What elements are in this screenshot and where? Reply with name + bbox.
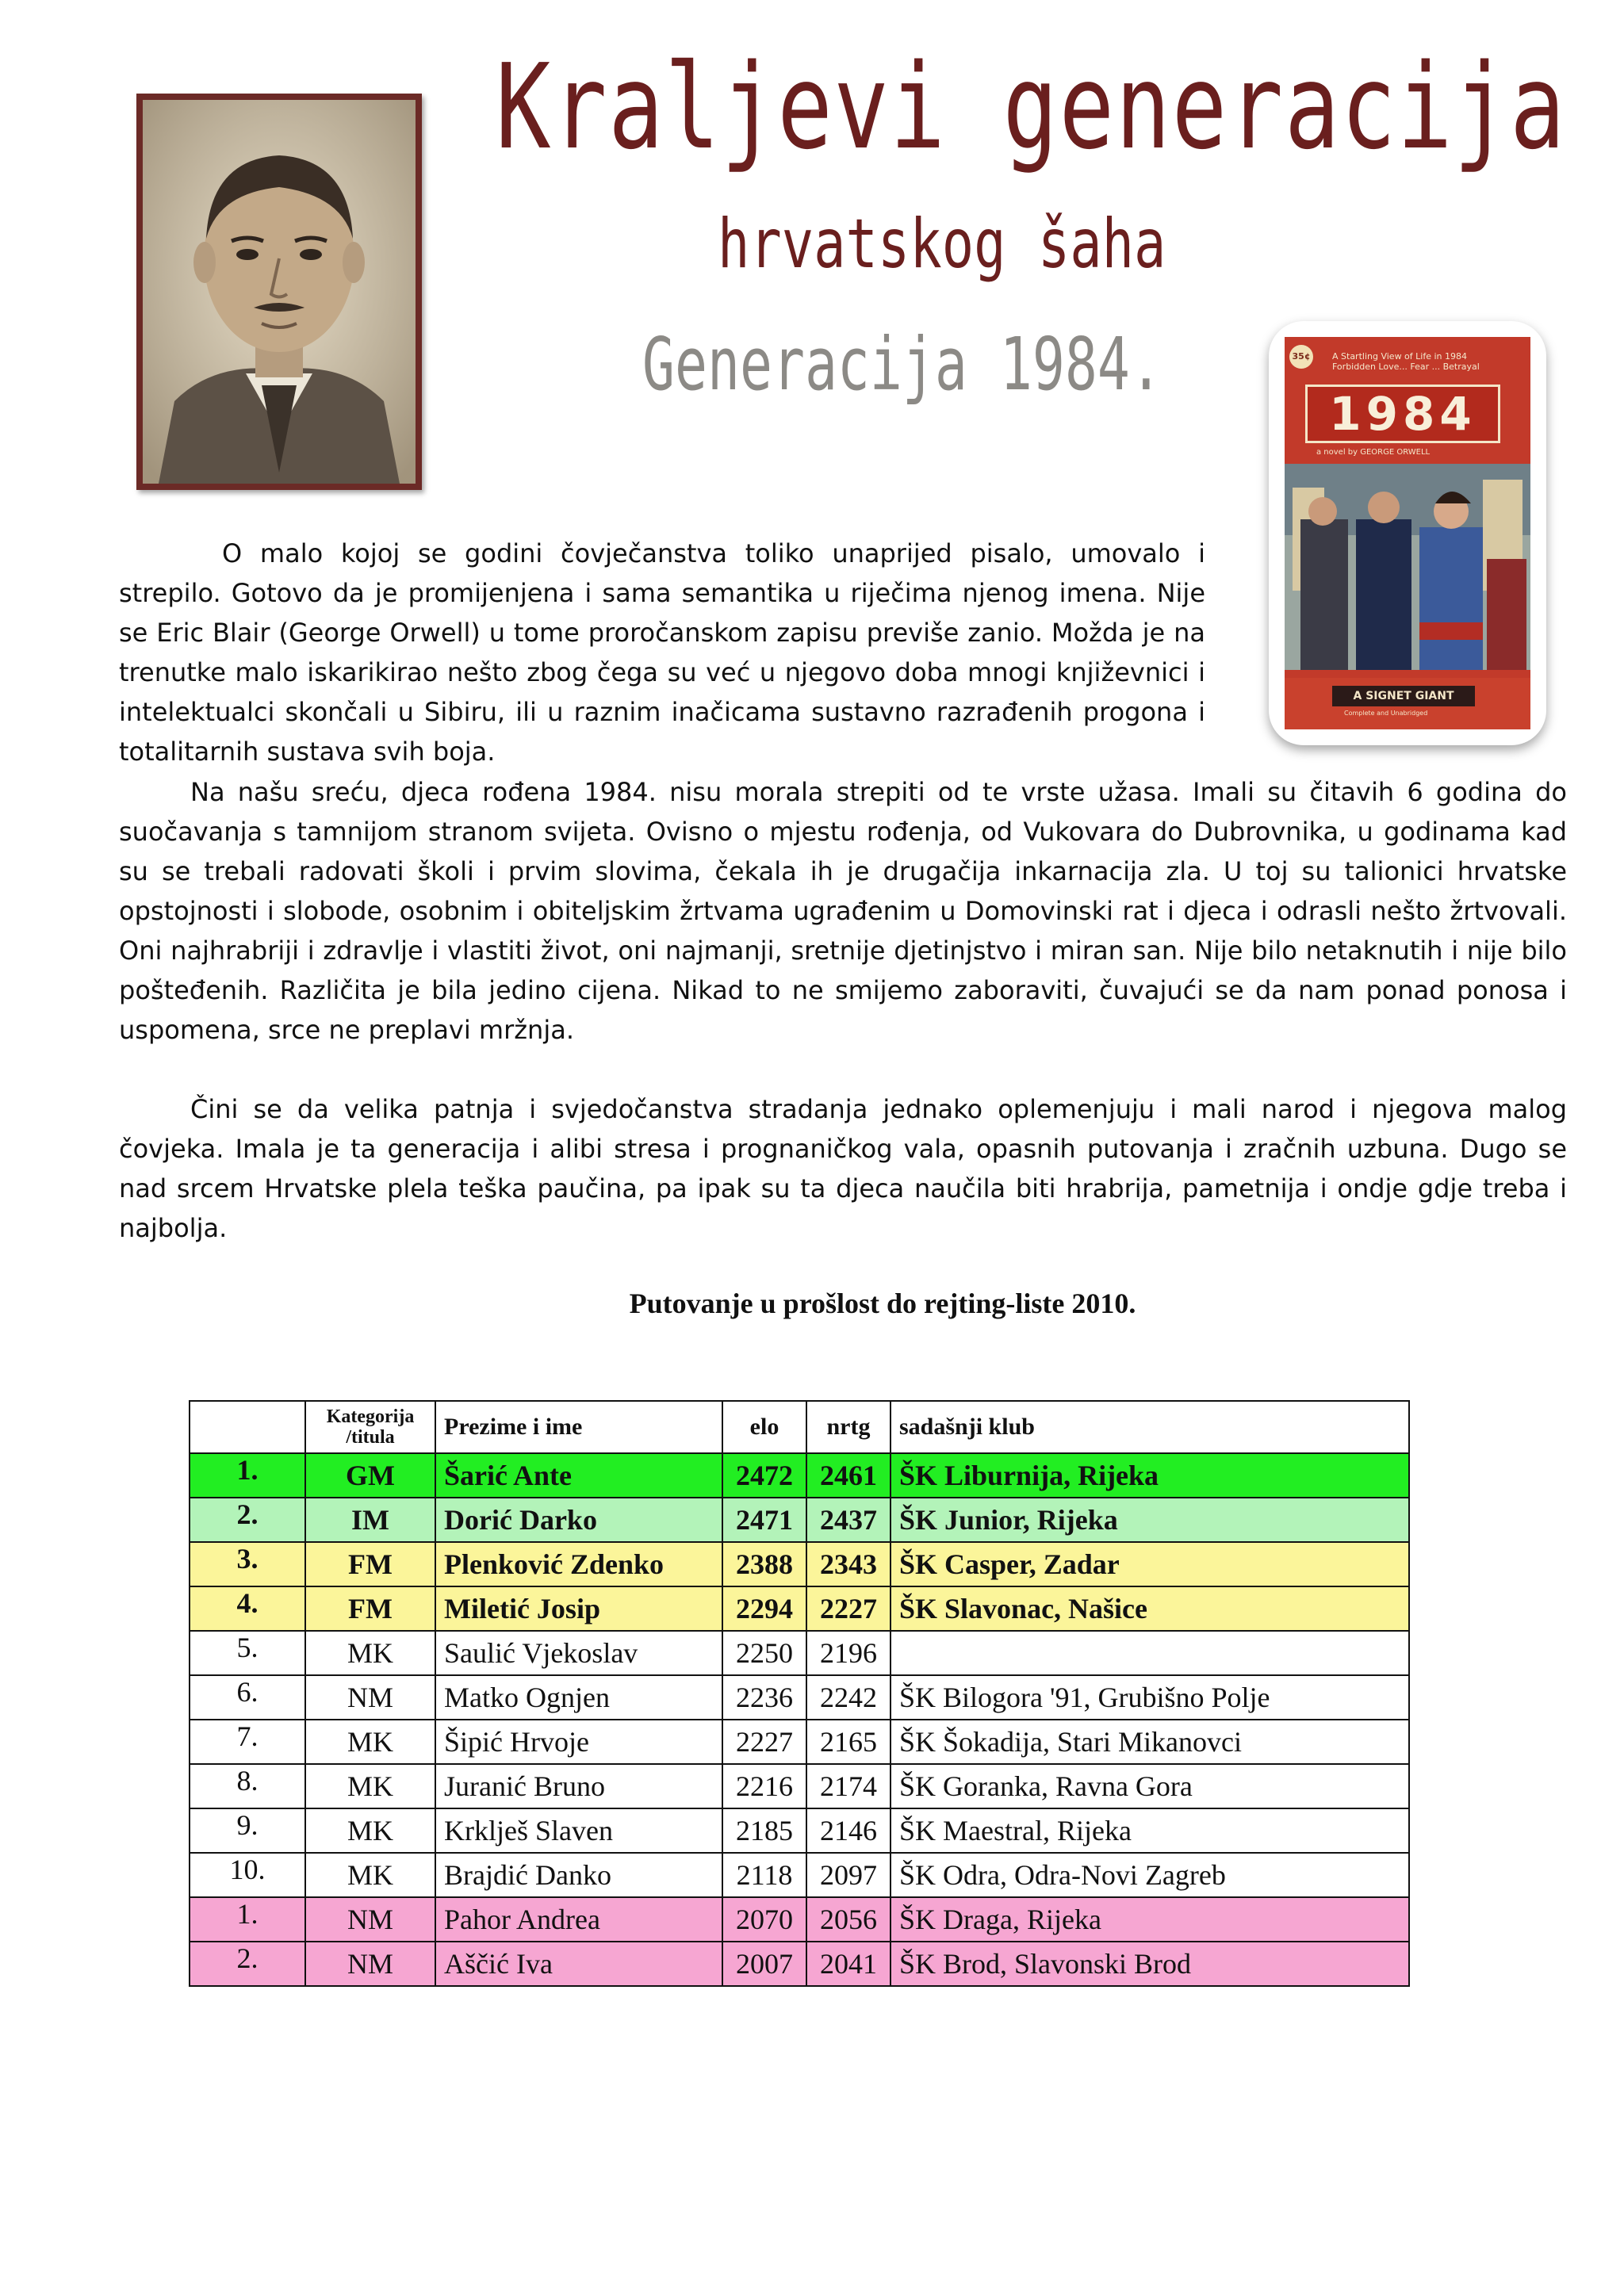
row-title: MK (305, 1853, 435, 1897)
row-elo: 2472 (722, 1453, 806, 1498)
row-title: NM (305, 1897, 435, 1942)
row-club (891, 1631, 1409, 1675)
book-tagline: A Startling View of Life in 1984 Forbidden Love... Fear ... Betrayal (1332, 351, 1480, 372)
book-price-badge: 35¢ (1289, 345, 1313, 369)
row-title: NM (305, 1942, 435, 1986)
table-row (190, 1808, 1409, 1853)
row-number: 10. (190, 1853, 305, 1897)
header-number (190, 1401, 305, 1453)
row-player-name: Pahor Andrea (435, 1897, 722, 1942)
row-club: ŠK Casper, Zadar (891, 1542, 1409, 1586)
row-number: 5. (190, 1631, 305, 1675)
table-header-row (190, 1401, 1409, 1453)
row-number: 6. (190, 1675, 305, 1720)
row-nrtg: 2343 (806, 1542, 891, 1586)
book-cover-1984 (1269, 321, 1546, 745)
row-player-name: Saulić Vjekoslav (435, 1631, 722, 1675)
row-club: ŠK Brod, Slavonski Brod (891, 1942, 1409, 1986)
row-player-name: Matko Ognjen (435, 1675, 722, 1720)
row-number: 3. (190, 1542, 305, 1586)
row-title: MK (305, 1720, 435, 1764)
row-nrtg: 2461 (806, 1453, 891, 1498)
table-caption: Putovanje u prošlost do rejting-liste 2010. (629, 1288, 1136, 1319)
portrait-photo (136, 94, 422, 490)
table-row (190, 1675, 1409, 1720)
header-nrtg: nrtg (806, 1401, 891, 1453)
row-title: FM (305, 1586, 435, 1631)
header-category (305, 1401, 435, 1453)
row-nrtg: 2041 (806, 1942, 891, 1986)
row-player-name: Miletić Josip (435, 1586, 722, 1631)
row-nrtg: 2174 (806, 1764, 891, 1808)
book-illustration (1285, 464, 1530, 670)
row-number: 4. (190, 1586, 305, 1631)
row-club: ŠK Bilogora '91, Grubišno Polje (891, 1675, 1409, 1720)
table-row (190, 1764, 1409, 1808)
row-player-name: Aščić Iva (435, 1942, 722, 1986)
row-title: MK (305, 1808, 435, 1853)
header-category-line2: /titula (346, 1427, 395, 1448)
book-series-badge: A SIGNET GIANT (1332, 686, 1475, 706)
book-note: Complete and Unabridged (1344, 710, 1428, 717)
row-number: 2. (190, 1498, 305, 1542)
row-club: ŠK Maestral, Rijeka (891, 1808, 1409, 1853)
row-title: FM (305, 1542, 435, 1586)
row-player-name: Brajdić Danko (435, 1853, 722, 1897)
row-elo: 2294 (722, 1586, 806, 1631)
row-number: 9. (190, 1808, 305, 1853)
row-elo: 2007 (722, 1942, 806, 1986)
row-number: 7. (190, 1720, 305, 1764)
table-row (190, 1897, 1409, 1942)
table-row (190, 1453, 1409, 1498)
row-elo: 2185 (722, 1808, 806, 1853)
book-author: a novel by GEORGE ORWELL (1316, 448, 1431, 457)
table-row (190, 1631, 1409, 1675)
row-title: GM (305, 1453, 435, 1498)
row-title: MK (305, 1631, 435, 1675)
row-elo: 2216 (722, 1764, 806, 1808)
header-club: sadašnji klub (891, 1401, 1409, 1453)
row-player-name: Šarić Ante (435, 1453, 722, 1498)
row-club: ŠK Odra, Odra-Novi Zagreb (891, 1853, 1409, 1897)
table-row (190, 1542, 1409, 1586)
table-row (190, 1942, 1409, 1986)
row-player-name: Juranić Bruno (435, 1764, 722, 1808)
row-club: ŠK Liburnija, Rijeka (891, 1453, 1409, 1498)
history-paragraph: Na našu sreću, djeca rođena 1984. nisu morala strepiti od te vrste užasa. Imali su čitavih 6 godina do suočavanja s tamnijom stranom svijeta. Ovisno o mjestu rođenja, od Vukovara do Dubrovnika, u godinama kad su se trebali radovati školi i prvim slovima, čekala ih je drugačija inkarnacija zla. U toj su talionici hrvatske opstojnosti i slobode, osobnim i obiteljskim žrtvama ugrađenim u Domovinski rat i djeca i odrasli nešto žrtvovali. Oni najhrabriji i zdravlje i vlastiti život, oni najmanji, sretnije djetinjstvo i miran san. Nije bilo netaknutih i nije bilo pošteđenih. Različita je bila jedino cijena. Nikad to ne smijemo zaboraviti, čuvajući se da nam ponad ponosa i uspomena, srce ne preplavi mržnja. (119, 777, 1567, 1045)
portrait-illustration (143, 100, 416, 484)
row-elo: 2227 (722, 1720, 806, 1764)
row-nrtg: 2227 (806, 1586, 891, 1631)
row-club: ŠK Šokadija, Stari Mikanovci (891, 1720, 1409, 1764)
row-title: MK (305, 1764, 435, 1808)
row-club: ŠK Slavonac, Našice (891, 1586, 1409, 1631)
row-nrtg: 2097 (806, 1853, 891, 1897)
row-player-name: Plenković Zdenko (435, 1542, 722, 1586)
row-nrtg: 2437 (806, 1498, 891, 1542)
row-number: 8. (190, 1764, 305, 1808)
row-elo: 2250 (722, 1631, 806, 1675)
book-title: 1984 (1305, 385, 1500, 443)
book-cover-art (1285, 337, 1530, 729)
row-elo: 2070 (722, 1897, 806, 1942)
page-subtitle: hrvatskog šaha (718, 205, 1166, 284)
header-elo: elo (722, 1401, 806, 1453)
row-number: 1. (190, 1897, 305, 1942)
row-nrtg: 2242 (806, 1675, 891, 1720)
row-player-name: Krklješ Slaven (435, 1808, 722, 1853)
intro-paragraph: O malo kojoj se godini čovječanstva toliko unaprijed pisalo, umovalo i strepilo. Gotovo da je promijenjena i sama semantika u riječima njenog imena. Nije se Eric Blair (George Orwell) u tome proročanskom zapisu previše zanio. Možda je na trenutke malo iskarikirao nešto zbog čega su već u njegovo doba mnogi književnici i intelektualci skončali u Sibiru, ili u raznim inačicama sustavno razrađenih progona i totalitarnih sustava svih boja. (119, 538, 1205, 767)
row-title: IM (305, 1498, 435, 1542)
row-number: 1. (190, 1453, 305, 1498)
row-club: ŠK Draga, Rijeka (891, 1897, 1409, 1942)
row-nrtg: 2146 (806, 1808, 891, 1853)
table-row (190, 1853, 1409, 1897)
row-elo: 2118 (722, 1853, 806, 1897)
header-category-line1: Kategorija (326, 1406, 415, 1427)
row-nrtg: 2165 (806, 1720, 891, 1764)
row-player-name: Dorić Darko (435, 1498, 722, 1542)
closing-paragraph: Čini se da velika patnja i svjedočanstva stradanja jednako oplemenjuju i mali narod i njegova malog čovjeka. Imala je ta generacija i alibi stresa i prognaničkog vala, opasnih putovanja i zračnih uzbuna. Dugo se nad srcem Hrvatske plela teška paučina, pa ipak su ta djeca naučila biti hrabrija, pametnija i ondje gdje treba i najbolja. (119, 1094, 1567, 1243)
row-number: 2. (190, 1942, 305, 1986)
rating-table (189, 1400, 1410, 1987)
table-row (190, 1586, 1409, 1631)
generation-heading: Generacija 1984. (642, 322, 1162, 407)
row-club: ŠK Junior, Rijeka (891, 1498, 1409, 1542)
table-row (190, 1720, 1409, 1764)
row-nrtg: 2196 (806, 1631, 891, 1675)
row-player-name: Šipić Hrvoje (435, 1720, 722, 1764)
row-elo: 2236 (722, 1675, 806, 1720)
row-title: NM (305, 1675, 435, 1720)
row-nrtg: 2056 (806, 1897, 891, 1942)
row-club: ŠK Goranka, Ravna Gora (891, 1764, 1409, 1808)
row-elo: 2471 (722, 1498, 806, 1542)
row-elo: 2388 (722, 1542, 806, 1586)
header-name: Prezime i ime (435, 1401, 722, 1453)
table-row (190, 1498, 1409, 1542)
page-title: Kraljevi generacija (496, 39, 1567, 175)
